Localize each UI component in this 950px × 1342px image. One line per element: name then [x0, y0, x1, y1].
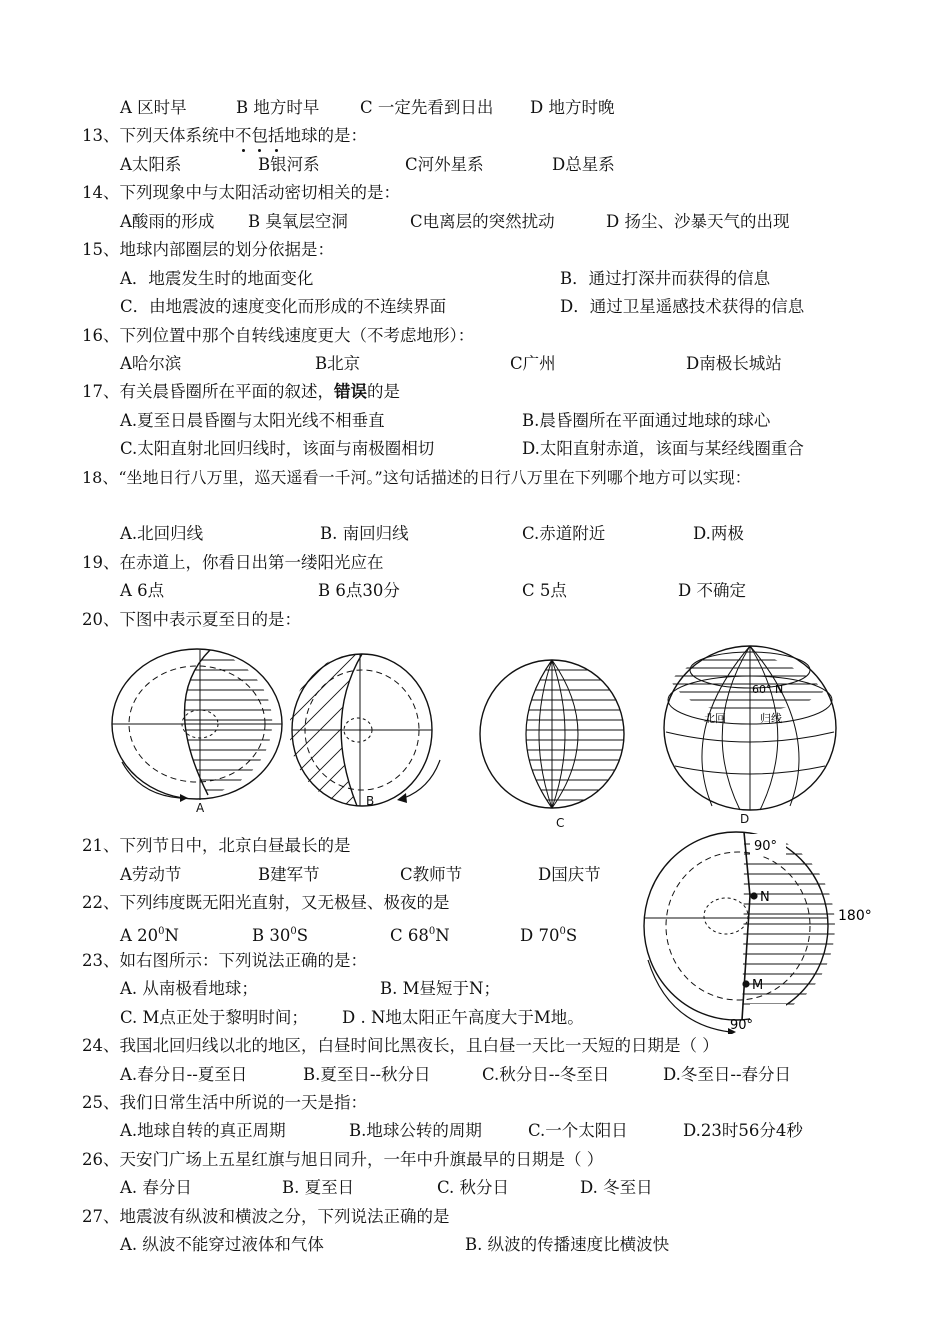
- q27-option-a: A. 纵波不能穿过液体和气体: [120, 1235, 324, 1254]
- q27-option-b: B. 纵波的传播速度比横波快: [465, 1235, 670, 1254]
- q23-option-c: C. M点正处于黎明时间；: [120, 1008, 308, 1027]
- figure-c: [480, 660, 630, 808]
- emphasis-dot-char: 括: [268, 124, 285, 148]
- q26-option-d: D. 冬至日: [580, 1178, 653, 1197]
- q21-option-b: B建军节: [258, 865, 320, 884]
- q17-option-c: C.太阳直射北回归线时，该面与南极圈相切: [120, 439, 435, 458]
- q13-option-c: C河外星系: [405, 155, 484, 174]
- q21-option-a: A劳动节: [120, 865, 182, 884]
- d-tropic-label-1: 北回: [704, 712, 726, 725]
- q18-option-c: C.赤道附近: [522, 524, 606, 543]
- q26-option-a: A. 春分日: [120, 1178, 192, 1197]
- q13-option-b: B银河系: [258, 155, 320, 174]
- q23-option-b: B. M昼短于N；: [380, 979, 500, 998]
- q12-option-a: A 区时早: [120, 98, 187, 117]
- q17-option-b: B.晨昏圈所在平面通过地球的球心: [522, 411, 771, 430]
- q25-option-b: B.地球公转的周期: [349, 1121, 482, 1140]
- q24-option-a: A.春分日--夏至日: [120, 1065, 248, 1084]
- q22-option-b: B $30^0S$: [252, 926, 309, 945]
- q16-option-b: B北京: [315, 354, 361, 373]
- figure-b: [250, 630, 440, 830]
- q14-option-a: A酸雨的形成: [120, 212, 215, 231]
- q26-option-b: B. 夏至日: [282, 1178, 355, 1197]
- q14-option-b: B 臭氧层空洞: [248, 212, 348, 231]
- q19-option-c: C 5点: [522, 581, 567, 600]
- q23-m-label: M: [752, 978, 764, 993]
- q15-option-b: B．通过打深井而获得的信息: [560, 269, 771, 288]
- q23-n-label: N: [760, 890, 770, 905]
- q14-option-d: D 扬尘、沙暴天气的出现: [606, 212, 790, 231]
- q20-figures: [100, 630, 850, 835]
- q23-option-a: A. 从南极看地球；: [120, 979, 258, 998]
- q17-option-d: D.太阳直射赤道，该面与某经线圈重合: [522, 439, 804, 458]
- q24-option-d: D.冬至日--春分日: [663, 1065, 792, 1084]
- fig-label-d: D: [740, 812, 750, 826]
- q19-option-d: D 不确定: [678, 581, 746, 600]
- q22-option-a: A $20^0N$: [120, 926, 179, 945]
- q19-option-a: A 6点: [120, 581, 165, 600]
- q22-option-c: C $68^0N$: [390, 926, 450, 945]
- q22-option-d: D $70^0S$: [520, 926, 578, 945]
- q15-option-c: C．由地震波的速度变化而形成的不连续界面: [120, 297, 447, 316]
- figure-a: [100, 649, 300, 802]
- q21-option-c: C教师节: [400, 865, 463, 884]
- q13-option-a: A太阳系: [120, 155, 182, 174]
- q15-option-a: A．地震发生时的地面变化: [120, 269, 314, 288]
- emphasis-dot-char: 包: [252, 124, 269, 148]
- q16-option-a: A哈尔滨: [120, 354, 182, 373]
- q18-option-a: A.北回归线: [120, 524, 204, 543]
- q23-option-d: D . N地太阳正午高度大于M地。: [342, 1008, 584, 1027]
- q23-right-label: 180°: [838, 908, 872, 924]
- q12-option-d: D 地方时晚: [530, 98, 615, 117]
- q12-option-c: C 一定先看到日出: [360, 98, 494, 117]
- d-lat-label: 60° N: [752, 683, 784, 696]
- q15-option-d: D．通过卫星遥感技术获得的信息: [560, 297, 805, 316]
- fig-label-a: A: [196, 801, 205, 815]
- q23-top-label: 90°: [754, 839, 778, 854]
- q24-option-b: B.夏至日--秋分日: [303, 1065, 431, 1084]
- figure-d: [660, 646, 840, 810]
- q14-option-c: C电离层的突然扰动: [410, 212, 555, 231]
- q12-option-b: B 地方时早: [236, 98, 320, 117]
- q13-option-d: D总星系: [552, 155, 615, 174]
- q18-option-b: B. 南回归线: [320, 524, 409, 543]
- q25-option-d: D.23时56分4秒: [683, 1121, 803, 1140]
- fig-label-b: B: [366, 794, 375, 808]
- q23-figure: [632, 824, 902, 1034]
- q23-bottom-label: 90°: [730, 1018, 754, 1033]
- q25-option-c: C.一个太阳日: [528, 1121, 628, 1140]
- q24-option-c: C.秋分日--冬至日: [482, 1065, 610, 1084]
- q26-option-c: C. 秋分日: [437, 1178, 510, 1197]
- q19-option-b: B 6点30分: [318, 581, 400, 600]
- q18-option-d: D.两极: [693, 524, 744, 543]
- q25-option-a: A.地球自转的真正周期: [120, 1121, 286, 1140]
- d-tropic-label-2: 归线: [760, 712, 782, 725]
- q16-option-c: C广州: [510, 354, 556, 373]
- emphasis-dot-char: 不: [235, 124, 252, 148]
- q17-option-a: A.夏至日晨昏圈与太阳光线不相垂直: [120, 411, 385, 430]
- emphasis-word: 错误: [334, 382, 367, 401]
- q16-option-d: D南极长城站: [686, 354, 782, 373]
- fig-label-c: C: [556, 816, 565, 830]
- q21-option-d: D国庆节: [538, 865, 601, 884]
